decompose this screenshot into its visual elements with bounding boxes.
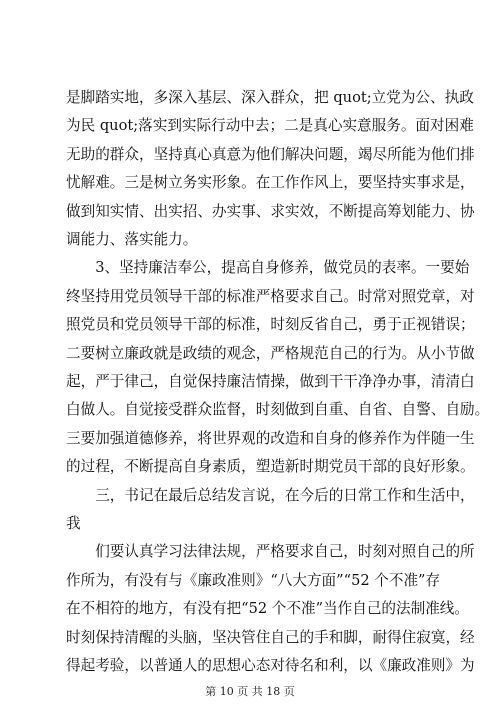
text-line: 们要认真学习法律法规，严格要求自己，时刻对照自己的所 <box>66 543 475 561</box>
text-line: 照党员和党员领导干部的标准，时刻反省自己，勇于正视错误； <box>66 316 475 334</box>
text-line: 终坚持用党员领导干部的标准严格要求自己。时常对照党章，对 <box>66 287 475 305</box>
text-line: 得起考验，以普通人的思想心态对待名和利，以《廉政准则》为 <box>66 657 475 674</box>
page-footer: 第 10 页 共 18 页 <box>205 685 295 698</box>
text-line: 3、坚持廉洁奉公，提高自身修养，做党员的表率。一要始 <box>66 259 470 277</box>
text-line: 起，严于律己，自觉保持廉洁情操，做到干干净净办事，清清白 <box>66 373 475 390</box>
text-line: 二要树立廉政就是政绩的观念，严格规范自己的行为。从小节做 <box>66 344 475 362</box>
text-line: 忧解难。三是树立务实形象。在工作作风上，要坚持实事求是， <box>66 174 475 192</box>
text-line: 三，书记在最后总结发言说，在今后的日常工作和生活中， <box>66 486 475 504</box>
text-line: 做到知实情、出实招、办实事、求实效，不断提高筹划能力、协 <box>66 202 475 220</box>
text-line: 是脚踏实地，多深入基层、深入群众，把 quot;立党为公、执政 <box>66 89 474 106</box>
text-line: 白做人。自觉接受群众监督，时刻做到自重、自省、自警、自励。 <box>66 401 490 419</box>
text-line: 时刻保持清醒的头脑，坚决管住自己的手和脚，耐得住寂寞，经 <box>66 628 475 646</box>
text-line: 我 <box>66 515 81 532</box>
text-line: 的过程，不断提高自身素质，塑造新时期党员干部的良好形象。 <box>66 458 475 476</box>
text-line: 作所为，有没有与《廉政准则》“八大方面”“52 个不准”存 <box>66 571 441 589</box>
text-line: 调能力、落实能力。 <box>66 231 198 248</box>
text-line: 三要加强道德修养，将世界观的改造和自身的修养作为伴随一生 <box>66 429 475 447</box>
text-line: 无助的群众，坚持真心真意为他们解决问题，竭尽所能为他们排 <box>66 145 475 163</box>
text-line: 为民 quot;落实到实际行动中去；二是真心实意服务。面对困难 <box>66 117 474 135</box>
text-line: 在不相符的地方，有没有把“52 个不准”当作自己的法制准线。 <box>66 600 469 618</box>
